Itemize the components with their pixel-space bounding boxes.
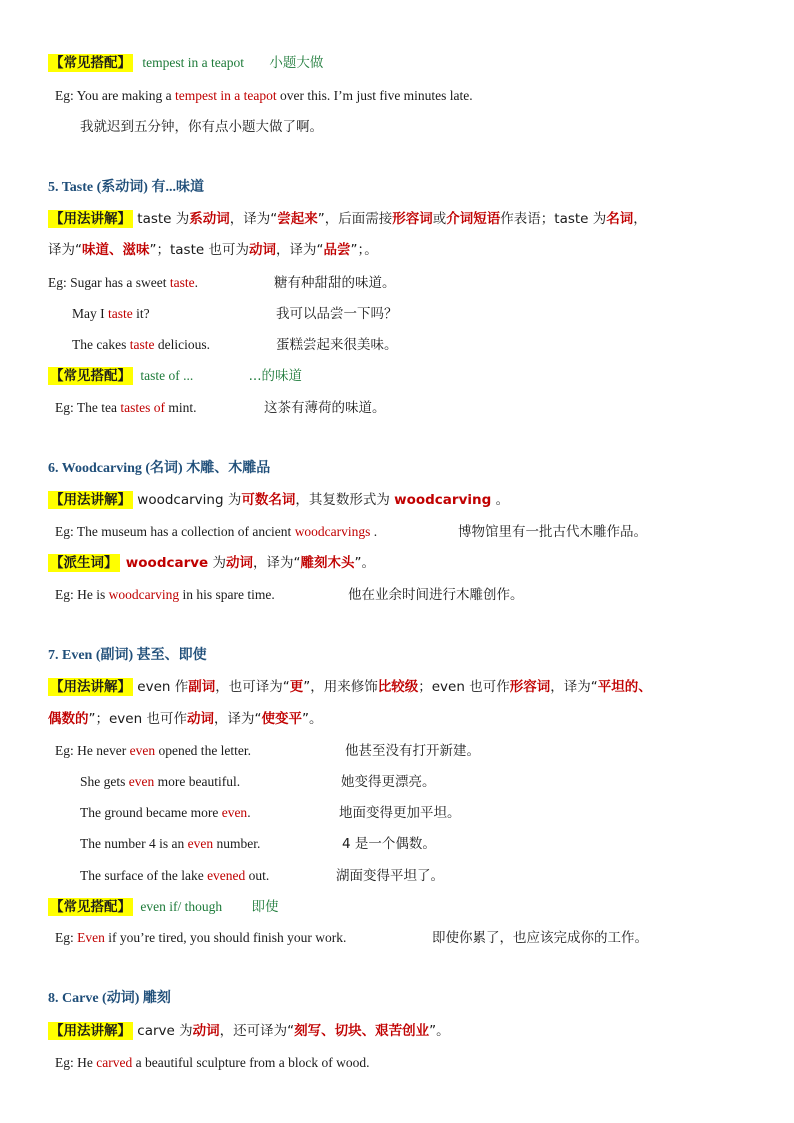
woodcarving-example-1-cn: 博物馆里有一批古代木雕作品。 (458, 524, 647, 540)
even-example-2 (80, 772, 240, 792)
text-run: out. (245, 868, 270, 883)
taste-usage (48, 209, 647, 229)
text-run: ”。 (429, 1023, 450, 1039)
text-run: delicious. (154, 337, 210, 352)
woodcarving-example-2-cn: 他在业余时间进行木雕创作。 (348, 587, 524, 603)
text-run: ，还可译为“ (219, 1023, 295, 1039)
text-run: taste (169, 275, 195, 290)
text-run: 即使 (251, 899, 279, 915)
text-run: 译为“ (48, 242, 82, 258)
text-run: Eg: The tea (55, 400, 121, 415)
text-run: ，译为“ (550, 679, 598, 695)
text-run: 平坦的、 (597, 679, 652, 695)
text-run: ，译为“ (253, 555, 301, 571)
text-run: woodcarving 为 (133, 492, 242, 508)
taste-example-2-cn: 我可以品尝一下吗？ (276, 306, 398, 322)
text-run: 动词 (226, 555, 254, 571)
taste-example-3 (72, 335, 210, 355)
text-run: taste of ... (140, 368, 194, 383)
example-text: Eg: You are making a (55, 88, 175, 103)
derived-tag: 【派生词】 (50, 555, 118, 571)
taste-example-1 (48, 273, 198, 293)
taste-example-2 (72, 304, 150, 324)
text-run: more beautiful. (154, 774, 241, 789)
even-example-5 (80, 866, 269, 886)
text-run: ”；even 也可作 (88, 711, 187, 727)
text-run: evened (207, 868, 246, 883)
text-run: The surface of the lake (80, 868, 208, 883)
taste-usage-cont (48, 240, 378, 260)
text-run: number. (213, 836, 261, 851)
text-run: woodcarve (125, 555, 209, 571)
text-run: She gets (80, 774, 129, 789)
text-run: ”。 (354, 555, 376, 571)
even-example-1-cn: 他甚至没有打开新建。 (345, 743, 480, 759)
usage-tag: 【用法讲解】 (50, 1023, 131, 1039)
text-run: even (128, 774, 155, 789)
text-run: 为 (208, 555, 227, 571)
text-run: ，也可译为“ (215, 679, 290, 695)
text-run: woodcarving (394, 492, 492, 508)
taste-example-4 (55, 398, 197, 418)
text-run: The number 4 is an (80, 836, 188, 851)
even-example-1 (55, 741, 251, 761)
text-run: 作表语；taste 为 (500, 211, 607, 227)
text-run: 名词 (606, 211, 634, 227)
even-example-4-cn: 4 是一个偶数。 (342, 836, 436, 852)
woodcarving-usage (48, 490, 509, 510)
text-run: taste 为 (133, 211, 190, 227)
text-run: 形容词 (509, 679, 551, 695)
text-run: . (194, 275, 198, 290)
woodcarving-example-1 (55, 522, 377, 542)
even-example-6 (55, 928, 346, 948)
text-run: 比较级 (377, 679, 419, 695)
text-run: 系动词 (189, 211, 230, 227)
text-run: ；even 也可作 (418, 679, 510, 695)
text-run: 或 (432, 211, 447, 227)
text-run: 品尝 (323, 242, 351, 258)
text-run: 动词 (192, 1023, 220, 1039)
collocation-tag: 【常见搭配】 (50, 55, 131, 71)
text-run: Eg: He is (55, 587, 109, 602)
text-run: ”，用来修饰 (303, 679, 378, 695)
usage-tag: 【用法讲解】 (50, 492, 131, 508)
text-run: 动词 (186, 711, 214, 727)
text-run: woodcarvings (294, 524, 371, 539)
text-run: 形容词 (392, 211, 433, 227)
text-run: ， (633, 211, 647, 227)
text-run: ”；taste 也可为 (149, 242, 249, 258)
collocation-tag: 【常见搭配】 (50, 368, 131, 384)
text-run: ...的味道 (248, 368, 302, 384)
text-run: even (221, 805, 248, 820)
text-run: Eg: Sugar has a sweet (48, 275, 170, 290)
section-heading-woodcarving: 6. Woodcarving (名词) 木雕、木雕品 (48, 461, 271, 476)
text-run: Eg: He never (55, 743, 130, 758)
text-run: 尝起来 (277, 211, 318, 227)
collocation-tag: 【常见搭配】 (50, 899, 131, 915)
text-run: ，译为“ (229, 211, 278, 227)
text-run: carved (96, 1055, 133, 1070)
tempest-example (55, 86, 473, 106)
even-example-6-cn: 即使你累了，也应该完成你的工作。 (432, 930, 648, 946)
text-run: in his spare time. (179, 587, 275, 602)
text-run: ，译为“ (275, 242, 324, 258)
tempest-translation: 我就迟到五分钟，你有点小题大做了啊。 (80, 119, 323, 135)
text-run: 动词 (248, 242, 276, 258)
text-run: mint. (164, 400, 197, 415)
text-run: . (247, 805, 251, 820)
example-text: over this. I’m just five minutes late. (276, 88, 473, 103)
even-usage-cont (48, 709, 322, 729)
section-heading-even: 7. Even (副词) 甚至、即使 (48, 648, 207, 663)
text-run: 雕刻木头 (300, 555, 355, 571)
carve-example-1 (55, 1053, 370, 1073)
text-run: 刻写、切块、艰苦创业 (294, 1023, 430, 1039)
text-run: 偶数的 (48, 711, 89, 727)
text-run: Eg: He (55, 1055, 97, 1070)
even-example-2-cn: 她变得更漂亮。 (341, 774, 436, 790)
even-example-3-cn: 地面变得更加平坦。 (339, 805, 461, 821)
text-run: it? (132, 306, 150, 321)
woodcarving-derived (48, 553, 375, 573)
taste-example-3-cn: 蛋糕尝起来很美味。 (276, 337, 398, 353)
taste-example-1-cn: 糖有种甜甜的味道。 (274, 275, 396, 291)
text-run: May I (72, 306, 108, 321)
text-run: even if/ though (140, 899, 223, 914)
text-run: taste (108, 306, 133, 321)
text-run: even (187, 836, 214, 851)
text-run: even (129, 743, 156, 758)
text-run: taste (129, 337, 155, 352)
text-run: 可数名词 (241, 492, 296, 508)
text-run: opened the letter. (155, 743, 252, 758)
even-example-5-cn: 湖面变得平坦了。 (336, 868, 444, 884)
taste-example-4-cn: 这茶有薄荷的味道。 (264, 400, 386, 416)
text-run: The cakes (72, 337, 130, 352)
text-run: Eg: The museum has a collection of ancient (55, 524, 295, 539)
usage-tag: 【用法讲解】 (50, 679, 131, 695)
text-run: carve 为 (133, 1023, 193, 1039)
carve-usage (48, 1021, 450, 1041)
even-example-4 (80, 834, 260, 854)
example-keyword: tempest in a teapot (174, 88, 277, 103)
text-run: 更 (289, 679, 304, 695)
text-run: The ground became more (80, 805, 222, 820)
even-collocation (48, 897, 278, 917)
text-run: Even (77, 930, 105, 945)
text-run: . (370, 524, 378, 539)
text-run: if you’re tired, you should finish your work. (104, 930, 347, 945)
text-run: 。 (491, 492, 510, 508)
text-run: ”；。 (350, 242, 378, 258)
even-example-3 (80, 803, 251, 823)
text-run: even 作 (133, 679, 189, 695)
usage-tag: 【用法讲解】 (50, 211, 131, 227)
text-run: Eg: (55, 930, 78, 945)
text-run: 副词 (188, 679, 216, 695)
woodcarving-example-2 (55, 585, 275, 605)
taste-collocation (48, 366, 302, 386)
text-run: 使变平 (261, 711, 302, 727)
text-run: a beautiful sculpture from a block of wood. (132, 1055, 370, 1070)
text-run: ”，后面需接 (317, 211, 393, 227)
text-run: ，其复数形式为 (295, 492, 395, 508)
text-run: 味道、滋味 (82, 242, 150, 258)
even-usage (48, 677, 652, 697)
section-heading-taste: 5. Taste (系动词) 有...味道 (48, 180, 204, 195)
collocation-meaning: 小题大做 (269, 55, 324, 71)
text-run: tastes of (120, 400, 165, 415)
text-run: woodcarving (108, 587, 180, 602)
tempest-collocation (48, 53, 323, 73)
collocation-phrase: tempest in a teapot (142, 55, 244, 70)
text-run: 介词短语 (446, 211, 501, 227)
section-heading-carve: 8. Carve (动词) 雕刻 (48, 991, 171, 1006)
text-run: ，译为“ (213, 711, 262, 727)
text-run: ”。 (301, 711, 323, 727)
